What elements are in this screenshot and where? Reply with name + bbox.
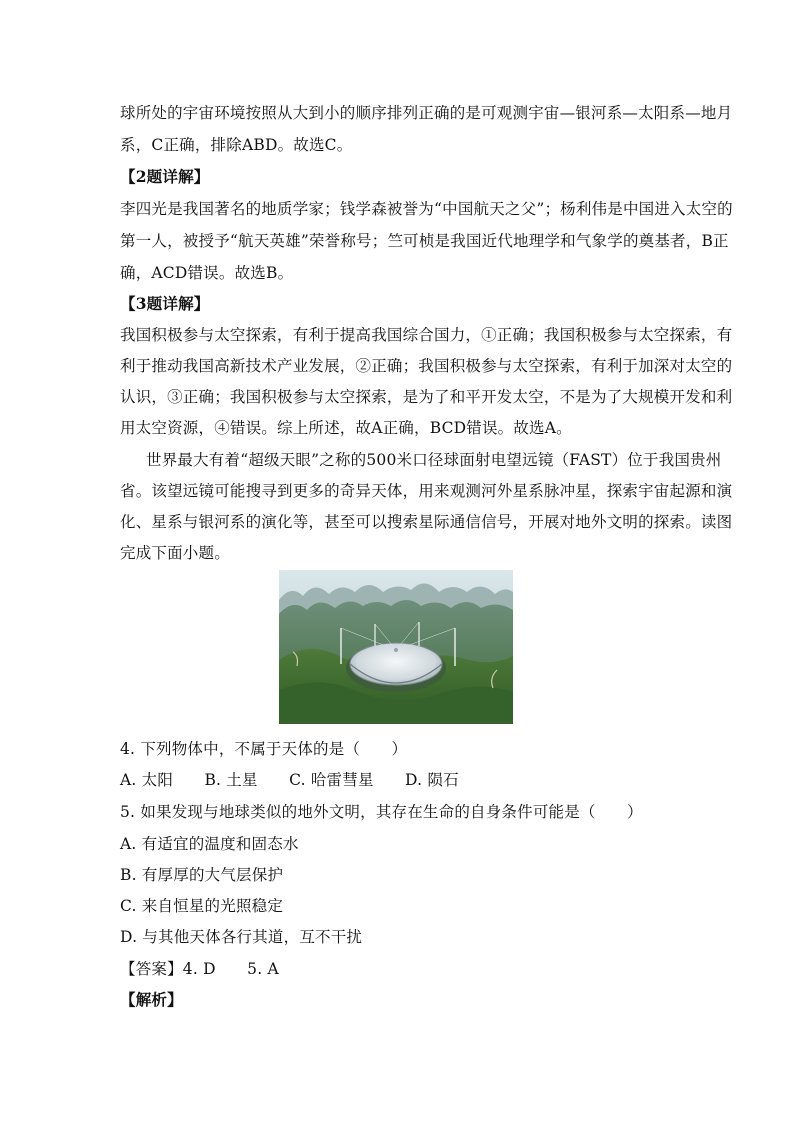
answer-line: 【答案】4. D 5. A: [120, 960, 279, 978]
analysis-heading: 【解析】: [120, 990, 183, 1009]
text-line-10: 认识，③正确；我国积极参与太空探索，是为了和平开发太空，不是为了大规模开发和利: [120, 388, 733, 406]
text-line-6: 确，ACD错误。故选B。: [120, 264, 294, 282]
question-5-stem: 5. 如果发现与地球类似的地外文明，其存在生命的自身条件可能是（ ）: [120, 803, 643, 821]
question-5-option-c: C. 来自恒星的光照稳定: [120, 897, 284, 915]
passage-line-2: 省。该望远镜可能搜寻到更多的奇异天体，用来观测河外星系脉冲星，探索宇宙起源和演: [120, 482, 733, 500]
question-5-option-d: D. 与其他天体各行其道，互不干扰: [120, 928, 363, 946]
text-line-2: 系，C正确，排除ABD。故选C。: [120, 136, 353, 154]
text-line-4: 李四光是我国著名的地质学家；钱学森被誉为“中国航天之父”；杨利伟是中国进入太空的: [120, 200, 733, 218]
question-5-option-b: B. 有厚厚的大气层保护: [120, 866, 284, 884]
text-line-11: 用太空资源，④错误。综上所述，故A正确，BCD错误。故选A。: [120, 419, 572, 437]
text-line-8: 我国积极参与太空探索，有利于提高我国综合国力，①正确；我国积极参与太空探索，有: [120, 326, 733, 344]
question-4-stem: 4. 下列物体中，不属于天体的是（ ）: [120, 740, 408, 758]
text-line-9: 利于推动我国高新技术产业发展，②正确；我国积极参与太空探索，有利于加深对太空的: [120, 357, 733, 375]
section-heading-q2: 【2题详解】: [120, 167, 210, 186]
question-5-option-a: A. 有适宜的温度和固态水: [120, 835, 299, 853]
passage-line-1: 世界最大有着“超级天眼”之称的500米口径球面射电望远镜（FAST）位于我国贵州: [146, 451, 722, 469]
fast-telescope-photo: [279, 570, 513, 724]
section-heading-q3: 【3题详解】: [120, 294, 210, 313]
text-line-5: 第一人，被授予“航天英雄”荣誉称号；竺可桢是我国近代地理学和气象学的奠基者，B正: [120, 232, 729, 250]
question-4-options: A. 太阳 B. 土星 C. 哈雷彗星 D. 陨石: [120, 771, 459, 789]
passage-line-3: 化、星系与银河系的演化等，甚至可以搜索星际通信信号，开展对地外文明的探索。读图: [120, 513, 733, 531]
text-line-1: 球所处的宇宙环境按照从大到小的顺序排列正确的是可观测宇宙—银河系—太阳系—地月: [120, 104, 733, 122]
passage-line-4: 完成下面小题。: [120, 544, 230, 562]
